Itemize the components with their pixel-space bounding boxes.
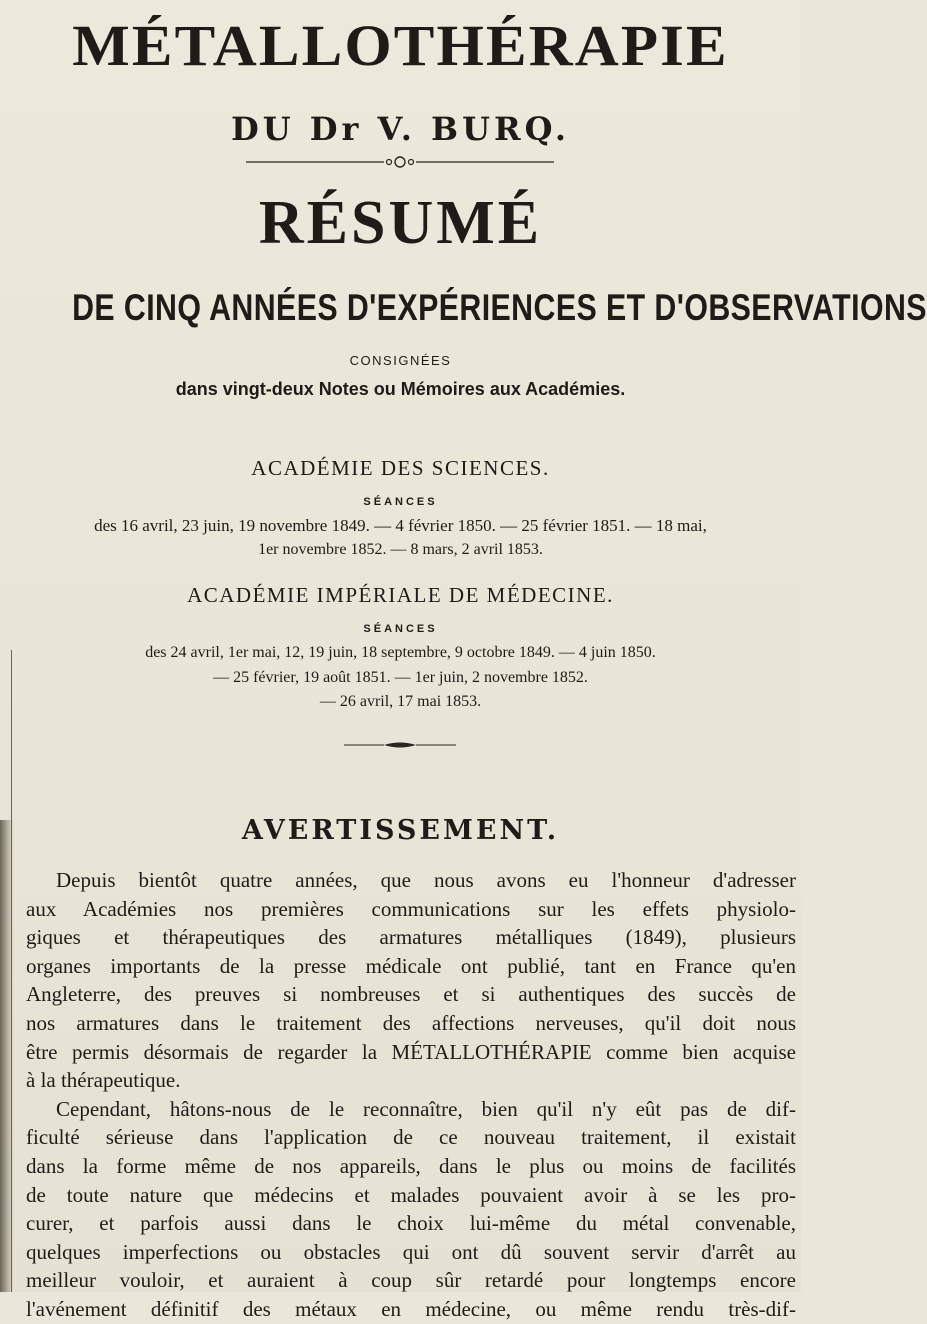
text-line: meilleur vouloir, et auraient à coup sûr retardé pour longtemps encore: [26, 1268, 796, 1293]
consignees-label: CONSIGNÉES: [349, 353, 452, 368]
ornament-divider-top: [246, 155, 554, 169]
text-line: organes importants de la presse médicale ont publié, tant en France qu'en: [26, 953, 796, 978]
text-line: Angleterre, des preuves si nombreuses et si authentiques des succès de: [26, 982, 796, 1007]
summary-subtitle: DE CINQ ANNÉES D'EXPÉRIENCES ET D'OBSERVATIONS: [72, 287, 927, 328]
text-line: de toute nature que médecins et malades pouvaient avoir à se les pro-: [26, 1182, 796, 1207]
text-line: l'avénement définitif des métaux en médecine, ou même rendu très-dif-: [26, 1296, 796, 1321]
paragraph-2: [26, 1095, 796, 1324]
academy-medicine-dates-1: des 24 avril, 1er mai, 12, 19 juin, 18 septembre, 9 octobre 1849. — 4 juin 1850.: [145, 644, 656, 661]
book-title: MÉTALLOTHÉRAPIE: [72, 13, 729, 78]
avertissement-heading: AVERTISSEMENT.: [241, 815, 560, 846]
text-line: aux Académies nos premières communications sur les effets physiolo-: [26, 896, 796, 921]
academy-sciences-dates-2: 1er novembre 1852. — 8 mars, 2 avril 1853.: [258, 541, 543, 558]
academy-medicine-seances: SÉANCES: [363, 623, 438, 635]
text-line: être permis désormais de regarder la MÉTALLOTHÉRAPIE comme bien acquise: [26, 1039, 796, 1064]
text-line: Depuis bientôt quatre années, que nous avons eu l'honneur d'adresser: [56, 868, 796, 892]
text-line: dans la forme même de nos appareils, dans le plus ou moins de facilités: [26, 1153, 796, 1178]
notes-line: dans vingt-deux Notes ou Mémoires aux Académies.: [175, 379, 626, 399]
text-line: quelques imperfections ou obstacles qui ont dû souvent servir d'arrêt au: [26, 1239, 796, 1264]
summary-heading: RÉSUMÉ: [258, 189, 543, 257]
author-line: DU Dr V. BURQ.: [230, 110, 571, 148]
academy-medicine-title: ACADÉMIE IMPÉRIALE DE MÉDECINE.: [187, 583, 614, 607]
text-line: nos armatures dans le traitement des affections nerveuses, qu'il doit nous: [26, 1010, 796, 1035]
text-line: giques et thérapeutiques des armatures métalliques (1849), plusieurs: [26, 925, 796, 950]
academy-medicine-dates-3: — 26 avril, 17 mai 1853.: [319, 693, 482, 710]
ornament-divider-middle: [344, 740, 456, 750]
text-line: Cependant, hâtons-nous de le reconnaître, bien qu'il n'y eût pas de dif-: [56, 1096, 796, 1121]
academy-sciences-seances: SÉANCES: [363, 496, 438, 508]
paragraph-1: [26, 866, 796, 1095]
margin-rule: [11, 650, 12, 1292]
academy-medicine-dates-2: — 25 février, 19 août 1851. — 1er juin, 2 novembre 1852.: [213, 669, 588, 686]
text-line: curer, et parfois aussi dans le choix lui-même du métal convenable,: [26, 1211, 796, 1236]
text-line: à la thérapeutique.: [26, 1068, 181, 1093]
body-text: [26, 866, 796, 1324]
text-line: ficulté sérieuse dans l'application de ce nouveau traitement, il existait: [26, 1125, 796, 1150]
academy-sciences-dates-1: des 16 avril, 23 juin, 19 novembre 1849. — 4 février 1850. — 25 février 1851. — 18 mai,: [94, 516, 707, 535]
academy-sciences-title: ACADÉMIE DES SCIENCES.: [251, 456, 550, 480]
